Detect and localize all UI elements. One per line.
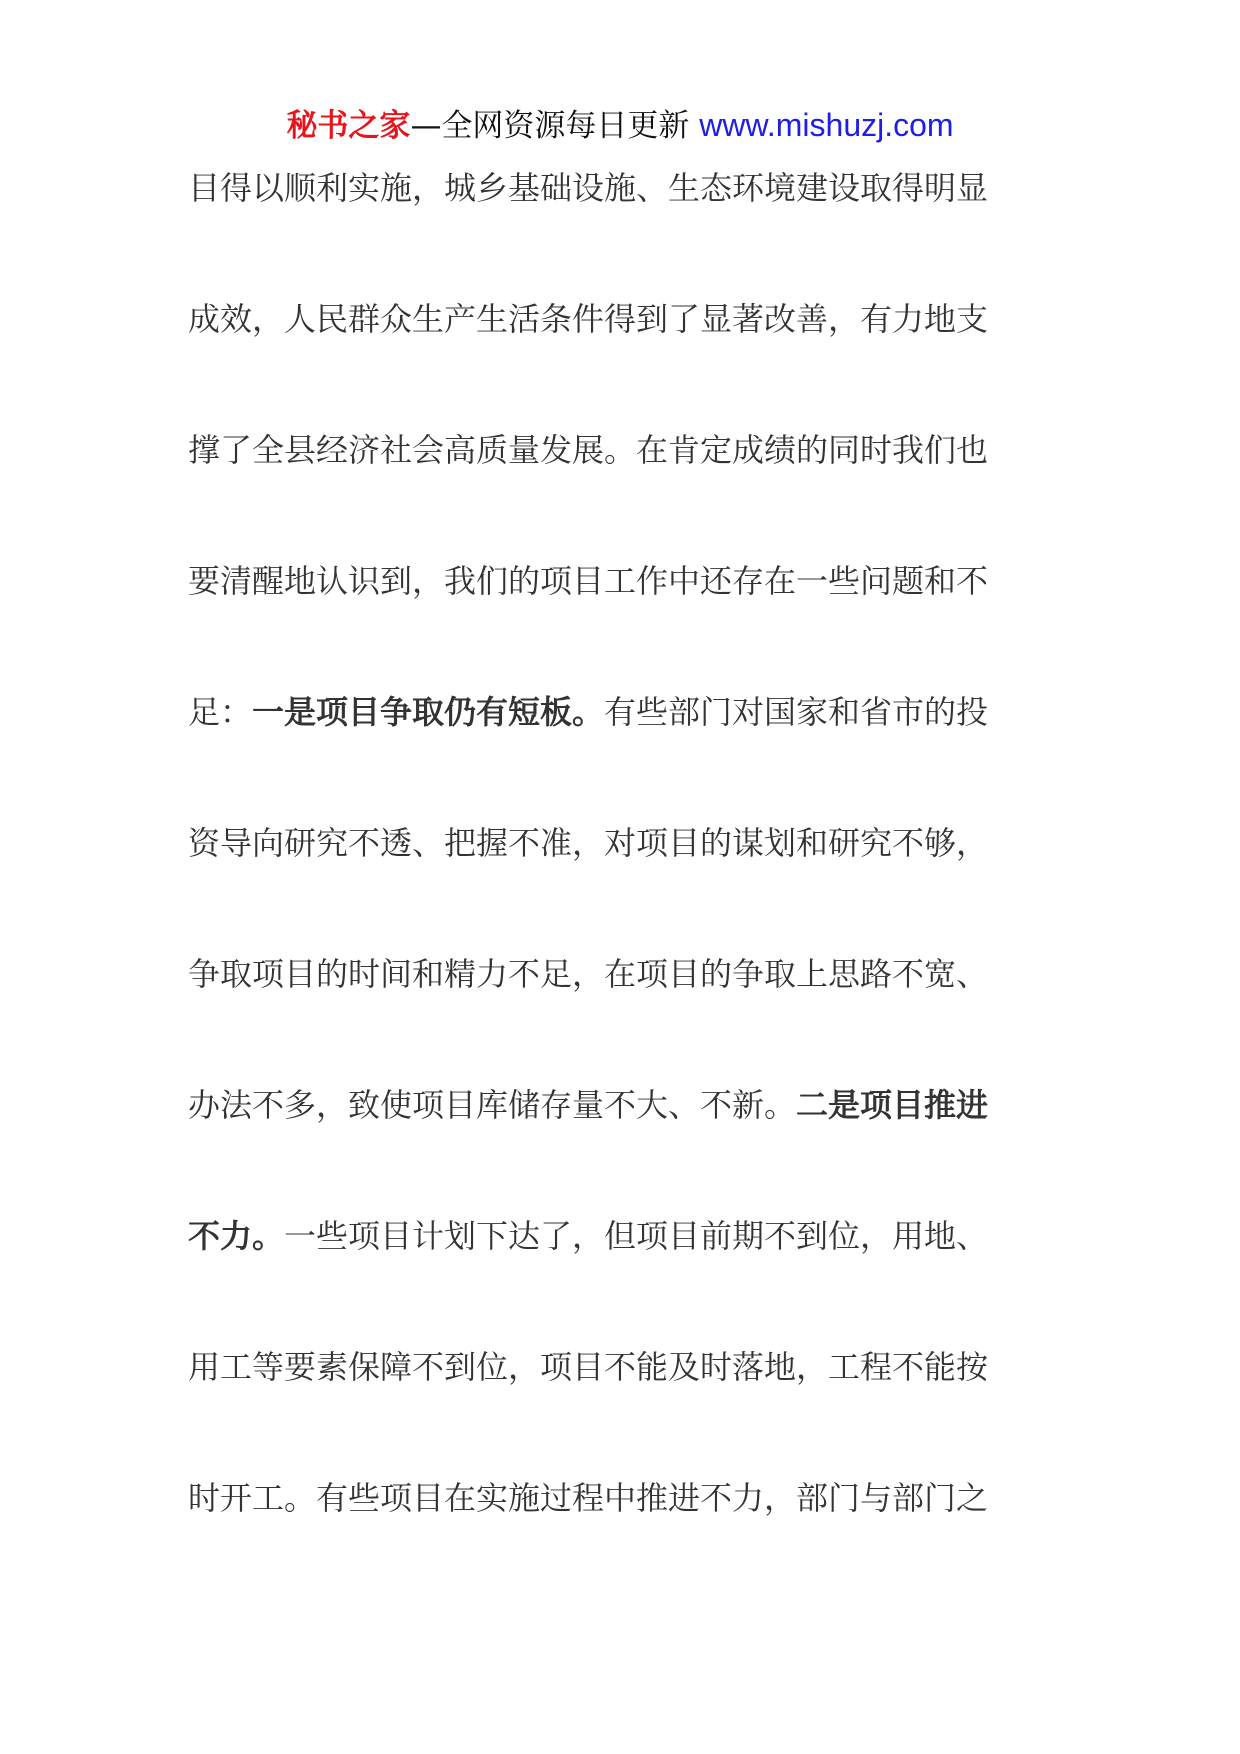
- paragraph-line-6: 资导向研究不透、把握不准，对项目的谋划和研究不够，: [188, 824, 989, 862]
- paragraph-line-1: 目得以顺利实施，城乡基础设施、生态环境建设取得明显: [188, 169, 989, 207]
- paragraph-line-10: 用工等要素保障不到位，项目不能及时落地，工程不能按: [188, 1348, 989, 1386]
- document-body: [188, 160, 1028, 1601]
- paragraph-line-9: [188, 1208, 1028, 1339]
- paragraph-line-8: [188, 1077, 1028, 1208]
- paragraph-line-2: 成效，人民群众生产生活条件得到了显著改善，有力地支: [188, 300, 989, 338]
- paragraph-line-3: 撑了全县经济社会高质量发展。在肯定成绩的同时我们也: [188, 431, 989, 469]
- line-9-suffix: 一些项目计划下达了，但项目前期不到位，用地、: [284, 1217, 989, 1255]
- brand-name: 秘书之家: [286, 108, 411, 144]
- page-header: [0, 100, 1240, 151]
- line-5-prefix: 足：: [188, 693, 253, 731]
- point-one-heading: 一是项目争取仍有短板。: [252, 693, 605, 731]
- point-two-heading-start: 二是项目推进: [796, 1086, 989, 1124]
- line-5-suffix: 有些部门对国家和省市的投: [604, 693, 989, 731]
- header-tagline: —全网资源每日更新: [410, 108, 690, 144]
- paragraph-line-5: [188, 684, 1028, 815]
- point-two-heading-end: 不力。: [188, 1217, 285, 1255]
- paragraph-line-7: 争取项目的时间和精力不足，在项目的争取上思路不宽、: [188, 955, 989, 993]
- site-url-link[interactable]: www.mishuzj.com: [699, 107, 954, 143]
- paragraph-line-11: 时开工。有些项目在实施过程中推进不力，部门与部门之: [188, 1479, 989, 1517]
- paragraph-line-4: 要清醒地认识到，我们的项目工作中还存在一些问题和不: [188, 562, 989, 600]
- line-8-prefix: 办法不多，致使项目库储存量不大、不新。: [188, 1086, 797, 1124]
